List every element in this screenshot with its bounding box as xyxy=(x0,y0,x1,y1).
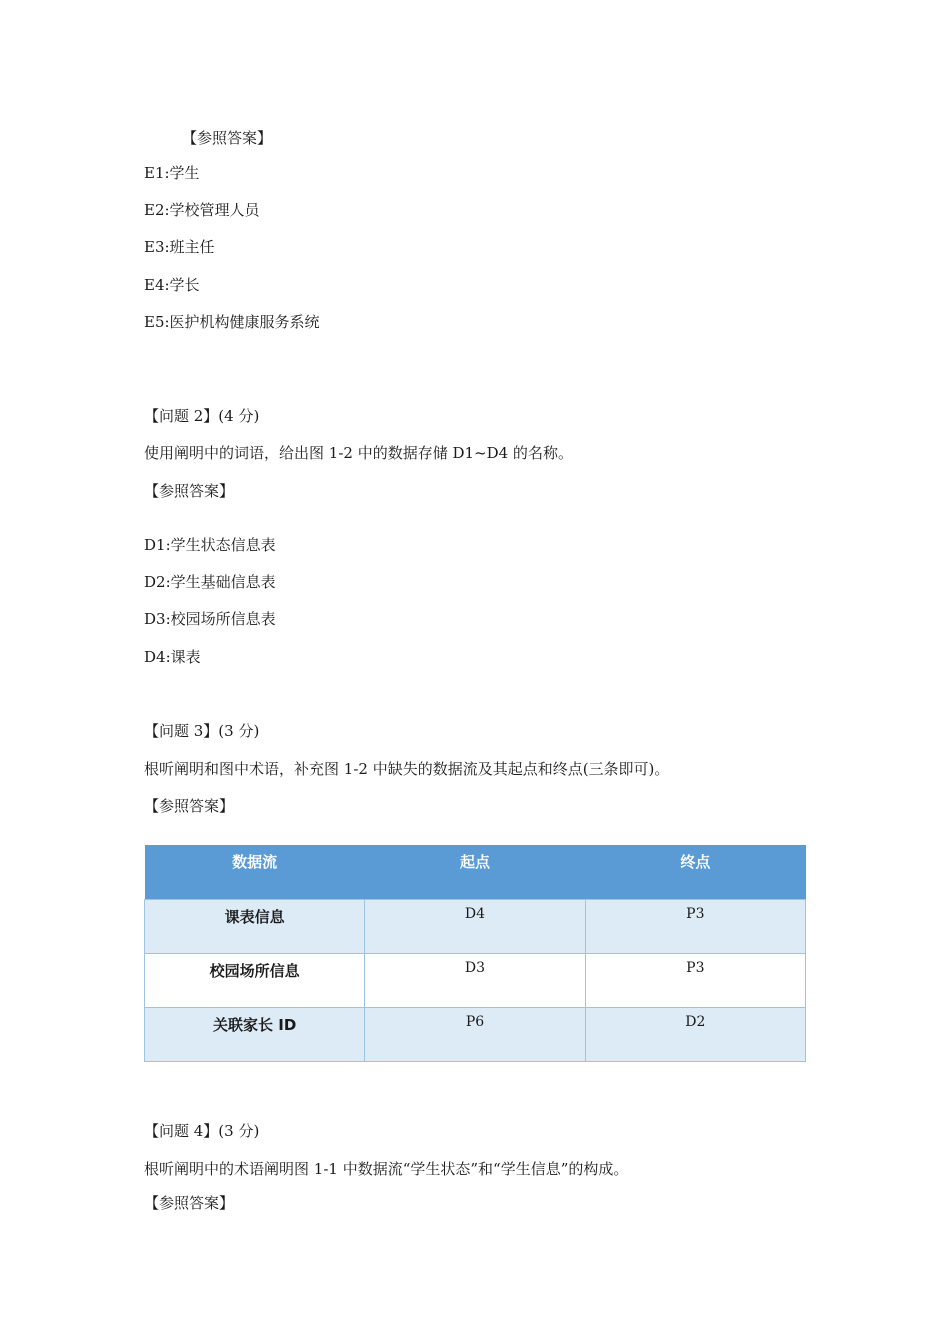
data-flow-table xyxy=(144,845,806,1062)
table-row xyxy=(145,953,806,1007)
answer-heading-4: 【参照答案】 xyxy=(144,1194,235,1212)
question-2-title: 【问题 2】(4 分) xyxy=(144,407,260,425)
question-4-title: 【问题 4】(3 分) xyxy=(144,1122,260,1140)
cell-start: D4 xyxy=(365,899,585,953)
cell-data-flow: 课表信息 xyxy=(145,899,365,953)
answer-item-d2: D2:学生基础信息表 xyxy=(144,573,276,591)
cell-end: D2 xyxy=(585,1007,805,1061)
answer-item-e1: E1:学生 xyxy=(144,164,200,182)
cell-end: P3 xyxy=(585,953,805,1007)
table-header-row xyxy=(145,845,806,899)
answer-heading-1: 【参照答案】 xyxy=(182,129,273,147)
answer-item-d3: D3:校园场所信息表 xyxy=(144,610,276,628)
answer-heading-3: 【参照答案】 xyxy=(144,797,235,815)
answer-item-e4: E4:学长 xyxy=(144,276,200,294)
cell-data-flow: 校园场所信息 xyxy=(145,953,365,1007)
table-row xyxy=(145,1007,806,1061)
question-3-title: 【问题 3】(3 分) xyxy=(144,722,260,740)
answer-item-d1: D1:学生状态信息表 xyxy=(144,536,276,554)
cell-start: D3 xyxy=(365,953,585,1007)
column-header-start: 起点 xyxy=(365,845,585,899)
question-3-text: 根听阐明和图中术语，补充图 1-2 中缺失的数据流及其起点和终点(三条即可)。 xyxy=(144,760,670,778)
answer-item-e2: E2:学校管理人员 xyxy=(144,201,260,219)
table-row xyxy=(145,899,806,953)
answer-item-d4: D4:课表 xyxy=(144,648,201,666)
answer-item-e5: E5:医护机构健康服务系统 xyxy=(144,313,320,331)
question-4-text: 根听阐明中的术语阐明图 1-1 中数据流“学生状态”和“学生信息”的构成。 xyxy=(144,1160,629,1178)
question-2-text: 使用阐明中的词语，给出图 1-2 中的数据存储 D1~D4 的名称。 xyxy=(144,444,573,462)
cell-data-flow: 关联家长 ID xyxy=(145,1007,365,1061)
column-header-data-flow: 数据流 xyxy=(145,845,365,899)
cell-start: P6 xyxy=(365,1007,585,1061)
cell-end: P3 xyxy=(585,899,805,953)
column-header-end: 终点 xyxy=(585,845,805,899)
answer-heading-2: 【参照答案】 xyxy=(144,482,235,500)
answer-item-e3: E3:班主任 xyxy=(144,238,215,256)
